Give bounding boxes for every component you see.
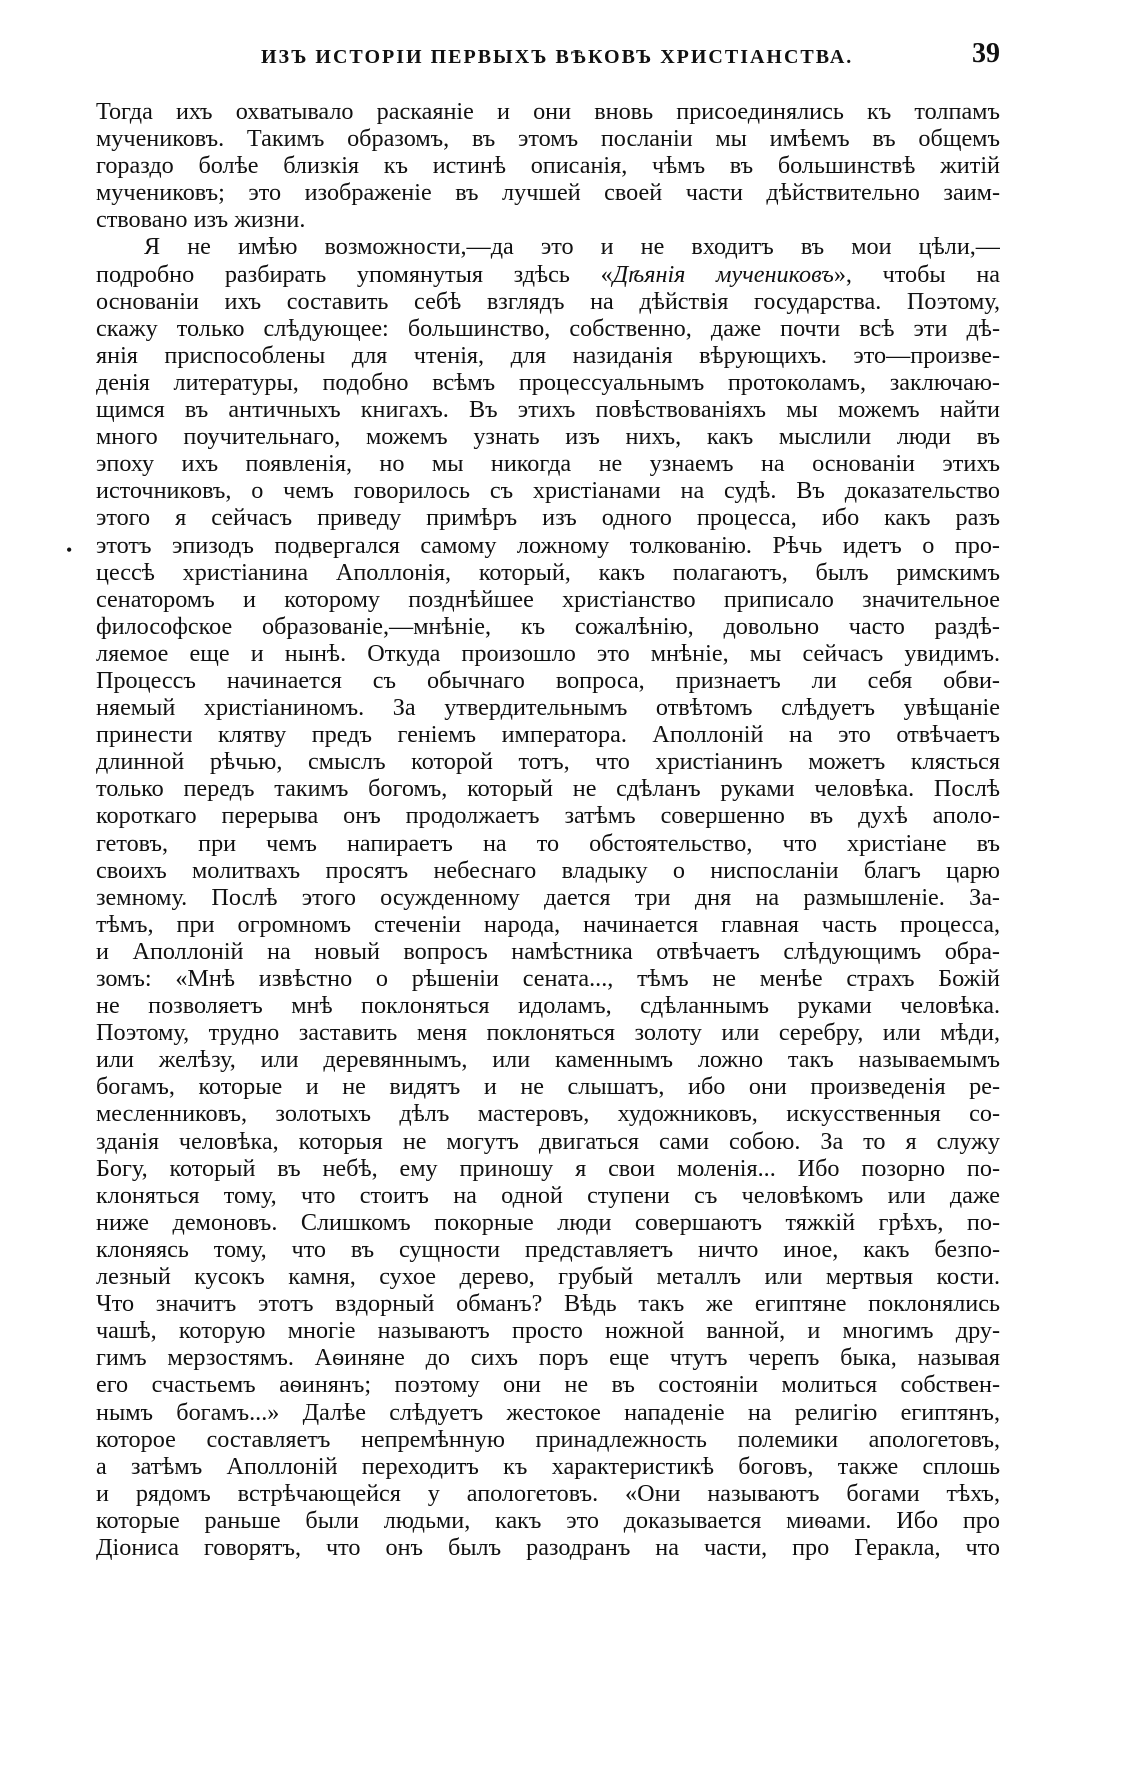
text-line: и Аполлоній на новый вопросъ намѣстника отвѣчаетъ слѣдующимъ обра-	[96, 937, 1000, 965]
text-line: Что значитъ этотъ вздорный обманъ? Вѣдь такъ же египтяне поклонялись	[96, 1290, 1000, 1318]
text-line: короткаго перерыва онъ продолжаетъ затѣмъ совершенно въ духѣ аполо-	[96, 802, 1000, 830]
text-segment: », чтобы на	[833, 260, 1000, 288]
text-line: длинной рѣчью, смыслъ которой тотъ, что христіанинъ можетъ клясться	[96, 748, 1000, 776]
body-text	[96, 98, 1000, 1561]
text-line: мучениковъ. Такимъ образомъ, въ этомъ посланіи мы имѣемъ въ общемъ	[96, 125, 1000, 153]
text-line: эпоху ихъ появленія, но мы никогда не узнаемъ на основаніи этихъ	[96, 450, 1000, 478]
text-line: Процессъ начинается съ обычнаго вопроса, признаетъ ли себя обви-	[96, 666, 1000, 694]
text-line: этого я сейчасъ приведу примѣръ изъ одного процесса, ибо какъ разъ	[96, 504, 1000, 532]
text-line: лезный кусокъ камня, сухое дерево, грубый металлъ или мертвыя кости.	[96, 1263, 1000, 1291]
text-line: тѣмъ, при огромномъ стеченіи народа, начинается главная часть процесса,	[96, 910, 1000, 938]
margin-mark: •	[66, 540, 73, 560]
text-line: философское образованіе,—мнѣніе, къ сожалѣнію, довольно часто раздѣ-	[96, 612, 1000, 640]
text-line: земному. Послѣ этого осужденному дается три дня на размышленіе. За-	[96, 883, 1000, 911]
text-line: ниже демоновъ. Слишкомъ покорные люди совершаютъ тяжкій грѣхъ, по-	[96, 1208, 1000, 1236]
text-line: денія литературы, подобно всѣмъ процессуальнымъ протоколамъ, заключаю-	[96, 368, 1000, 396]
text-line: этотъ эпизодъ подвергался самому ложному толкованію. Рѣчь идетъ о про-	[96, 531, 1000, 559]
italic-title: Дѣянія мучениковъ	[612, 260, 834, 288]
text-line: зданія человѣка, которыя не могутъ двигаться сами собою. За то я служу	[96, 1127, 1000, 1155]
text-line: а затѣмъ Аполлоній переходитъ къ характеристикѣ боговъ, также сплошь	[96, 1452, 1000, 1480]
page-header	[96, 38, 1000, 78]
text-line: Богу, который въ небѣ, ему приношу я свои моленія... Ибо позорно по-	[96, 1154, 1000, 1182]
text-line: и рядомъ встрѣчающейся у апологетовъ. «Они называютъ богами тѣхъ,	[96, 1479, 1000, 1507]
text-line: которое составляетъ непремѣнную принадлежность полемики апологетовъ,	[96, 1425, 1000, 1453]
text-line-with-italic	[96, 261, 1000, 288]
text-line: чашѣ, которую многіе называютъ просто ножной ванной, и многимъ дру-	[96, 1317, 1000, 1345]
text-line: не позволяетъ мнѣ поклоняться идоламъ, сдѣланнымъ руками человѣка.	[96, 992, 1000, 1020]
text-line: клоняться тому, что стоитъ на одной ступени съ человѣкомъ или даже	[96, 1181, 1000, 1209]
text-line: ствовано изъ жизни.	[96, 206, 306, 234]
text-line: гимъ мерзостямъ. Аѳиняне до сихъ поръ еще чтутъ черепъ быка, называя	[96, 1344, 1000, 1372]
text-line: мучениковъ; это изображеніе въ лучшей своей части дѣйствительно заим-	[96, 179, 1000, 207]
text-line: Поэтому, трудно заставить меня поклоняться золоту или серебру, или мѣди,	[96, 1019, 1000, 1047]
text-line: его счастьемъ аѳинянъ; поэтому они не въ состояніи молиться собствен-	[96, 1371, 1000, 1399]
text-line: зомъ: «Мнѣ извѣстно о рѣшеніи сената..., тѣмъ не менѣе страхъ Божій	[96, 965, 1000, 992]
text-line: щимся въ античныхъ книгахъ. Въ этихъ повѣствованіяхъ мы можемъ найти	[96, 396, 1000, 424]
text-line: источниковъ, о чемъ говорилось съ христіанами на судѣ. Въ доказательство	[96, 477, 1000, 505]
text-line: янія приспособлены для чтенія, для назиданія вѣрующихъ. это—произве-	[96, 341, 1000, 369]
text-line: основаніи ихъ составить себѣ взглядъ на дѣйствія государства. Поэтому,	[96, 287, 1000, 315]
text-line: которые раньше были людьми, какъ это доказывается миѳами. Ибо про	[96, 1506, 1000, 1534]
text-line: скажу только слѣдующее: большинство, собственно, даже почти всѣ эти дѣ-	[96, 314, 1000, 342]
text-line: Я не имѣю возможности,—да это и не входитъ въ мои цѣли,—	[144, 233, 1000, 261]
text-line: только передъ такимъ богомъ, который не сдѣланъ руками человѣка. Послѣ	[96, 775, 1000, 803]
text-line: своихъ молитвахъ просятъ небеснаго владыку о ниспосланіи благъ царю	[96, 856, 1000, 884]
text-line: ляемое еще и нынѣ. Откуда произошло это мнѣніе, мы сейчасъ увидимъ.	[96, 639, 1000, 667]
text-line: или желѣзу, или деревяннымъ, или каменнымъ ложно такъ называемымъ	[96, 1046, 1000, 1074]
page-number: 39	[972, 38, 1000, 69]
running-head: ИЗЪ ИСТОРІИ ПЕРВЫХЪ ВѢКОВЪ ХРИСТІАНСТВА.	[261, 46, 854, 68]
text-line: гораздо болѣе близкія къ истинѣ описанія, чѣмъ въ большинствѣ житій	[96, 152, 1000, 180]
text-line: месленниковъ, золотыхъ дѣлъ мастеровъ, художниковъ, искусственныя со-	[96, 1100, 1000, 1128]
text-line: много поучительнаго, можемъ узнать изъ нихъ, какъ мыслили люди въ	[96, 423, 1000, 451]
text-line: цессѣ христіанина Аполлонія, который, какъ полагаютъ, былъ римскимъ	[96, 558, 1000, 586]
text-line: сенаторомъ и которому позднѣйшее христіанство приписало значительное	[96, 585, 1000, 613]
text-line: нымъ богамъ...» Далѣе слѣдуетъ жестокое нападеніе на религію египтянъ,	[96, 1398, 1000, 1426]
text-line: клоняясь тому, что въ сущности представляетъ ничто иное, какъ безпо-	[96, 1235, 1000, 1263]
text-segment: подробно разбирать упомянутыя здѣсь «	[96, 260, 613, 288]
text-line: богамъ, которые и не видятъ и не слышатъ, ибо они произведенія ре-	[96, 1073, 1000, 1101]
text-line: гетовъ, при чемъ напираетъ на то обстоятельство, что христіане въ	[96, 829, 1000, 857]
text-line: принести клятву предъ геніемъ императора. Аполлоній на это отвѣчаетъ	[96, 721, 1000, 749]
text-line: Тогда ихъ охватывало раскаяніе и они вновь присоединялись къ толпамъ	[96, 98, 1000, 125]
text-line: няемый христіаниномъ. За утвердительнымъ отвѣтомъ слѣдуетъ увѣщаніе	[96, 694, 1000, 722]
text-line: Діониса говорятъ, что онъ былъ разодранъ на части, про Геракла, что	[96, 1533, 1000, 1561]
